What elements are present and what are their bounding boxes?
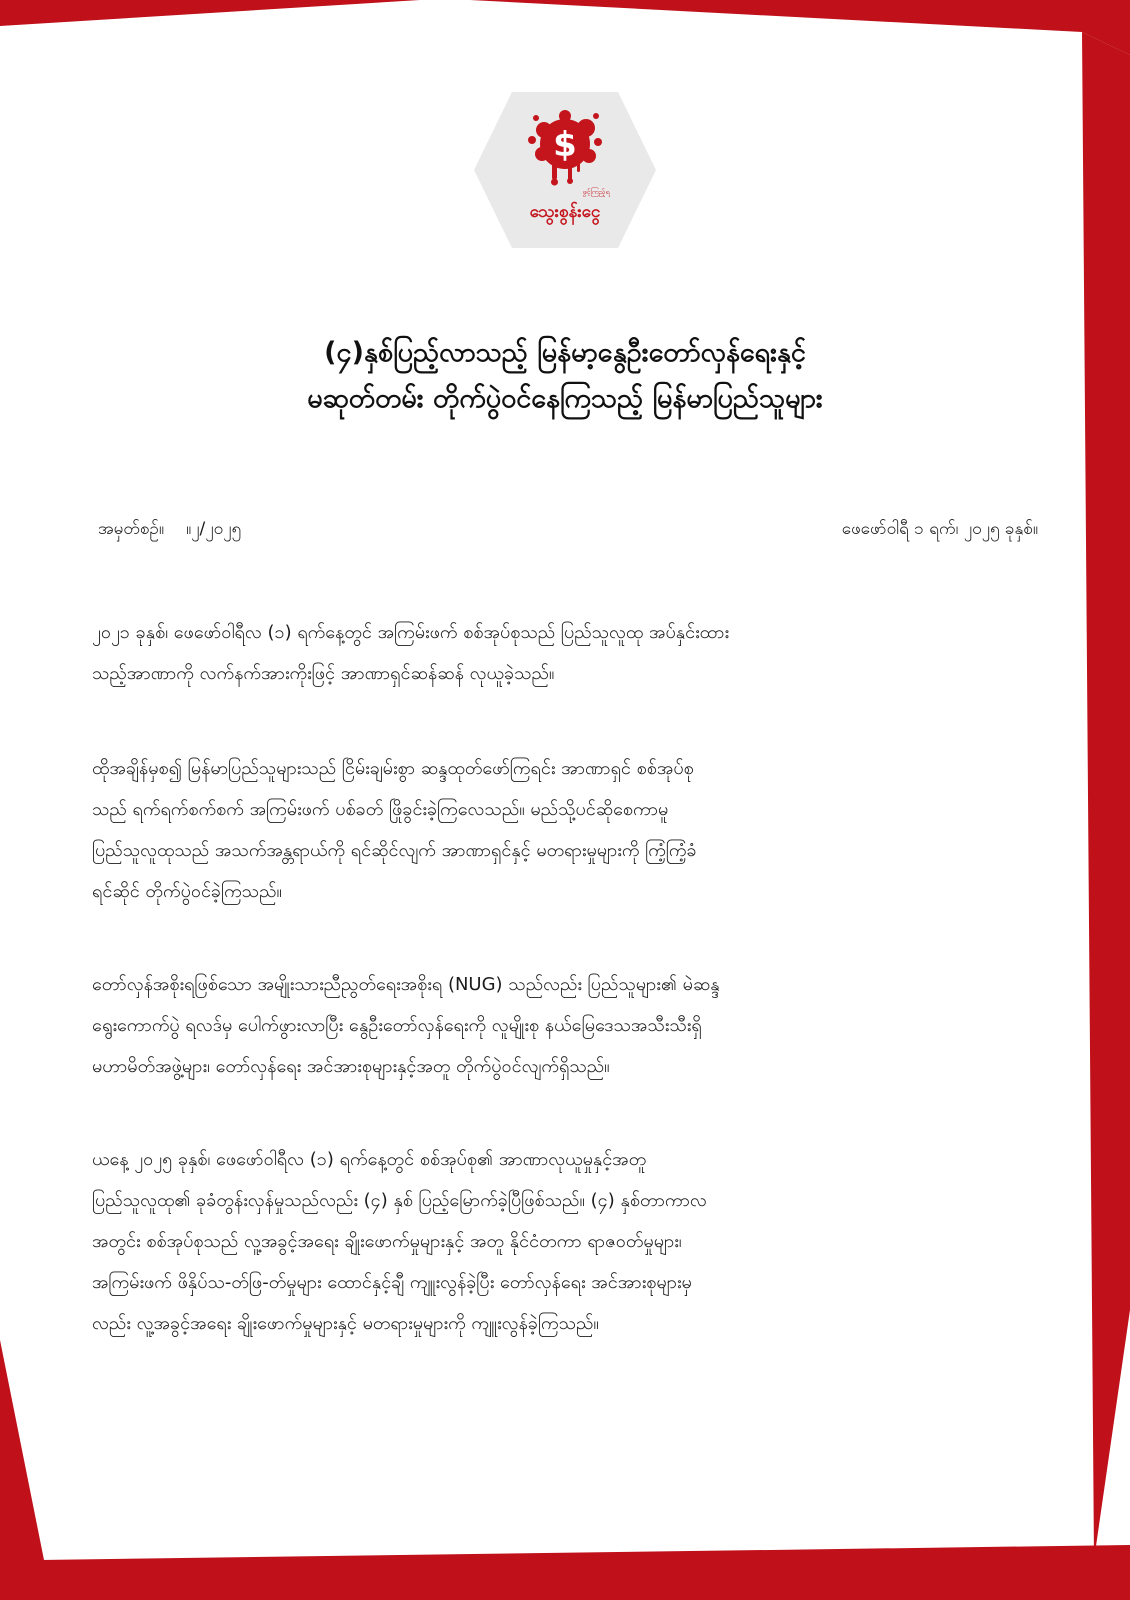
paragraph-line: ပြည်သူလူထုသည် အသက်အန္တရာယ်ကို ရင်ဆိုင်လျက် အာဏာရှင်နှင့် မတရားမှုများကို ကြံ့ကြံ့ခံ — [92, 840, 697, 861]
paragraph-line: တော်လှန်အစိုးရဖြစ်သော အမျိုးသားညီညွတ်ရေးအစိုးရ (NUG) သည်လည်း ပြည်သူများ၏ မဲဆန္ဒ — [92, 974, 720, 995]
paragraph-4 — [92, 1139, 1038, 1344]
title-line-1: (၄)နှစ်ပြည့်လာသည့် မြန်မာ့နွေဦးတော်လှန်ရေးနှင့် — [324, 337, 806, 368]
reference-number — [98, 518, 241, 543]
paragraph-line: ပြည်သူလူထု၏ ခုခံတွန်းလှန်မှုသည်လည်း (၄) နှစ် ပြည့်မြောက်ခဲ့ပြီဖြစ်သည်။ (၄) နှစ်တာကာလ — [92, 1190, 707, 1211]
logo-tagline: ဖွင့်ကြည့်ရ — [582, 188, 610, 196]
paragraph-2 — [92, 748, 1038, 912]
paragraph-line: ရင်ဆိုင် တိုက်ပွဲဝင်ခဲ့ကြသည်။ — [92, 881, 282, 902]
reference-value: ။၂/၂၀၂၅ — [186, 519, 242, 539]
paragraph-1 — [92, 612, 1038, 694]
paragraph-line: လည်း လူ့အခွင့်အရေး ချိုးဖောက်မှုများနှင့် မတရားမှုများကို ကျူးလွန်ခဲ့ကြသည်။ — [92, 1313, 599, 1334]
paragraph-line: သည့်အာဏာကို လက်နက်အားကိုးဖြင့် အာဏာရှင်ဆန်ဆန် လုယူခဲ့သည်။ — [92, 663, 555, 684]
paragraph-line: ၂၀၂၁ ခုနှစ်၊ ဖေဖော်ဝါရီလ (၁) ရက်နေ့တွင် အကြမ်းဖက် စစ်အုပ်စုသည် ပြည်သူလူထု အပ်နှင်းထား — [92, 622, 730, 643]
paragraph-line: ယနေ့ ၂၀၂၅ ခုနှစ်၊ ဖေဖော်ဝါရီလ (၁) ရက်နေ့တွင် စစ်အုပ်စု၏ အာဏာလုယူမှုနှင့်အတူ — [92, 1149, 647, 1170]
paragraph-line: မဟာမိတ်အဖွဲ့များ၊ တော်လှန်ရေး အင်အားစုများနှင့်အတူ တိုက်ပွဲဝင်လျက်ရှိသည်။ — [92, 1056, 610, 1077]
title-line-2: မဆုတ်တမ်း တိုက်ပွဲဝင်နေကြသည့် မြန်မာပြည်သူများ — [307, 383, 823, 414]
reference-label: အမှတ်စဉ်။ — [98, 519, 165, 539]
logo-wordmark: သွေးစွန်းငွေ — [529, 202, 601, 222]
brand-logo — [472, 90, 658, 250]
document-date: ဖေဖော်ဝါရီ ၁ ရက်၊ ၂၀၂၅ ခုနှစ်။ — [841, 519, 1038, 539]
paragraph-line: အတွင်း စစ်အုပ်စုသည် လူ့အခွင့်အရေး ချိုးဖောက်မှုများနှင့် အတူ နိုင်ငံတကာ ရာဇဝတ်မှုများ၊ — [92, 1231, 682, 1252]
paragraph-line: ထိုအချိန်မှစ၍ မြန်မာပြည်သူများသည် ငြိမ်းချမ်းစွာ ဆန္ဒထုတ်ဖော်ကြရင်း အာဏာရှင် စစ်အုပ်စု — [92, 758, 694, 779]
paragraph-line: သည် ရက်ရက်စက်စက် အကြမ်းဖက် ပစ်ခတ် ဖြိုခွင်းခဲ့ကြလေသည်။ မည်သို့ပင်ဆိုစေကာမူ — [92, 799, 669, 820]
paragraph-line: ရွေးကောက်ပွဲ ရလဒ်မှ ပေါက်ဖွားလာပြီး နွေဦးတော်လှန်ရေးကို လူမျိုးစု နယ်မြေဒေသအသီးသီးရှိ — [92, 1015, 702, 1036]
dollar-sign-icon: $ — [553, 125, 577, 165]
document-title — [90, 330, 1040, 422]
paragraph-line: အကြမ်းဖက် ဖိနှိပ်သ-တ်ဖြ-တ်မှုများ ထောင်နှင့်ချီ ကျူးလွန်ခဲ့ပြီး တော်လှန်ရေး အင်အားစုများမှ — [92, 1272, 692, 1293]
paragraph-3 — [92, 964, 1038, 1087]
